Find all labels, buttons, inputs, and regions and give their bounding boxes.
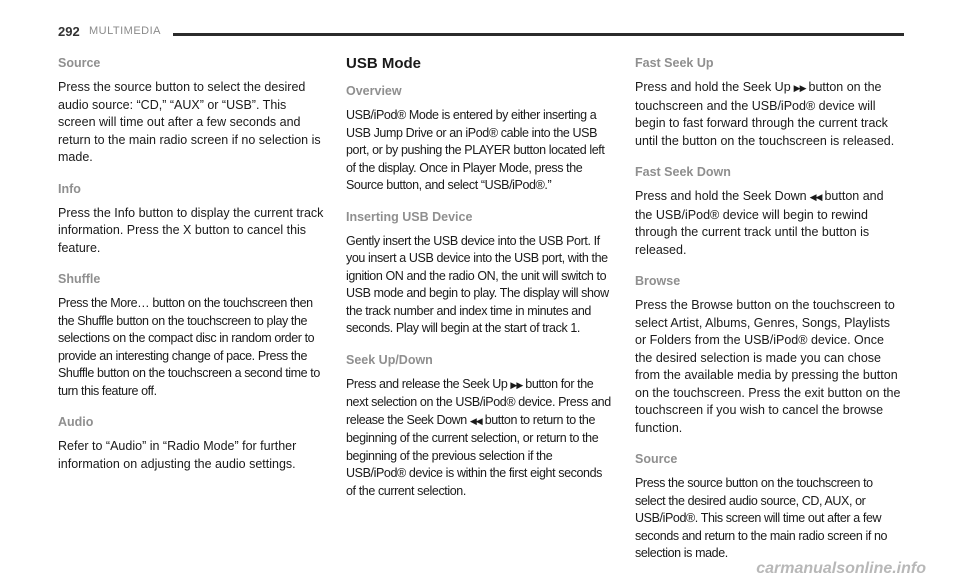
section-title: MULTIMEDIA xyxy=(89,25,162,37)
source-text-2: Press the source button on the touchscreen to select the desired audio source, CD, AUX, or USB/iPod®. This screen will time out after a few seconds and return to the main radio screen if no selection is made. xyxy=(635,476,888,560)
seek-text-part-2: button for the next selection on the USB/iPod® device. Press and release the Seek Down xyxy=(346,376,611,427)
audio-heading: Audio xyxy=(58,415,94,429)
shuffle-text: Press the More… button on the touchscreen then the Shuffle button on the touchscreen to play the selections on the compact disc in random order to provide an interesting change of pace. Press the Shuffle button on the touchscreen a second time to turn this feature off. xyxy=(58,296,320,398)
fast-seek-down-icon: ◀◀ xyxy=(809,192,822,202)
seek-heading: Seek Up/Down xyxy=(346,352,433,367)
page-number: 292 xyxy=(58,24,80,39)
source-text: Press the source button to select the desired audio source: “CD,” “AUX” or “USB”. This screen will time out after a few seconds and return to the main radio screen if no selection is made. xyxy=(58,80,321,164)
fast-seek-up-text-part-2: button on the touchscreen and the USB/iPod® device will begin to fast forward through the current track until the button on the touchscreen is released. xyxy=(635,80,895,148)
fast-seek-up-text-part-1: Press and hold the Seek Up xyxy=(635,80,791,94)
column-1 xyxy=(58,54,324,486)
fast-seek-up-text xyxy=(635,79,903,150)
info-heading: Info xyxy=(58,181,81,196)
seek-text-part-3: button to return to the beginning of the current selection, or return to the beginning of the previous selection if the USB/iPod® device is within the first eight seconds of the current selection. xyxy=(346,412,603,498)
fast-seek-down-text xyxy=(635,188,903,259)
column-2 xyxy=(346,54,614,513)
fast-seek-down-text-part-2: button and the USB/iPod® device will begin to rewind through the current track until the button is released. xyxy=(635,189,884,257)
overview-heading: Overview xyxy=(346,84,402,98)
watermark: carmanualsonline.info xyxy=(756,560,926,577)
seek-text xyxy=(346,376,614,501)
seek-up-icon: ▶▶ xyxy=(510,379,523,390)
browse-heading: Browse xyxy=(635,274,681,288)
overview-text: USB/iPod® Mode is entered by either inserting a USB Jump Drive or an iPod® cable into the USB port, or by pushing the PLAYER button located left of the display. Once in Player Mode, press the Source button, and select “USB/iPod®.” xyxy=(346,108,605,192)
fast-seek-down-heading: Fast Seek Down xyxy=(635,165,731,179)
column-3 xyxy=(635,54,903,576)
seek-text-part-1: Press and release the Seek Up xyxy=(346,376,508,391)
fast-seek-up-heading: Fast Seek Up xyxy=(635,56,714,70)
info-text: Press the Info button to display the current track information. Press the X button to cancel this feature. xyxy=(58,205,324,255)
source-heading: Source xyxy=(58,56,101,70)
inserting-heading: Inserting USB Device xyxy=(346,209,473,224)
shuffle-heading: Shuffle xyxy=(58,272,101,286)
header-rule xyxy=(173,33,904,36)
fast-seek-down-text-part-1: Press and hold the Seek Down xyxy=(635,189,807,203)
inserting-text: Gently insert the USB device into the USB Port. If you insert a USB device into the USB port, with the ignition ON and the radio ON, the unit will switch to USB mode and begin to play. The display will show the track number and index time in minutes and seconds. Play will begin at the start of track 1. xyxy=(346,233,609,335)
source-heading-2: Source xyxy=(635,452,678,466)
page-header xyxy=(58,24,904,44)
browse-text: Press the Browse button on the touchscreen to select Artist, Albums, Genres, Songs, Playlists or Folders from the USB/iPod® device. Once the desired selection is made you can chose from the available media by pressing the button on the touchscreen. Press the exit button on the touchscreen if you wish to cancel the browse function. xyxy=(635,298,901,435)
fast-seek-up-icon: ▶▶ xyxy=(793,83,806,93)
audio-text: Refer to “Audio” in “Radio Mode” for further information on adjusting the audio settings. xyxy=(58,439,297,471)
usb-mode-heading: USB Mode xyxy=(346,55,421,72)
seek-down-icon: ◀◀ xyxy=(469,415,482,426)
